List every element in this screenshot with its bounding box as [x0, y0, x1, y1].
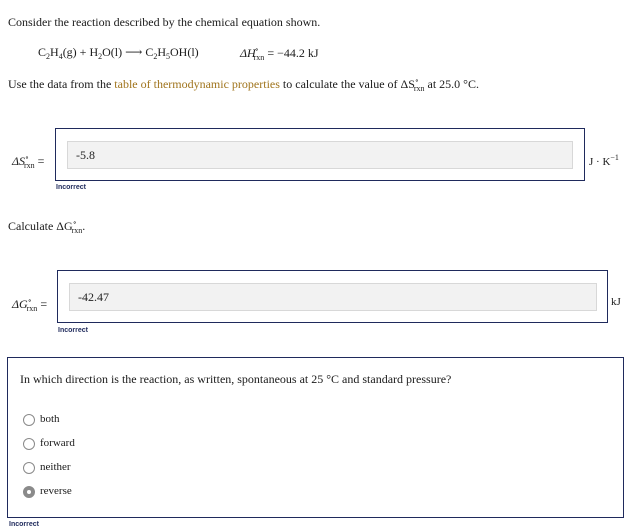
- ds-unit: [589, 153, 619, 168]
- eq-state: (g) + H: [62, 45, 99, 59]
- direction-question-box: [7, 357, 624, 518]
- eq-sub: 5: [166, 52, 171, 61]
- instruction-mid: to calculate the value of ΔS: [279, 77, 415, 91]
- eq-state: O(l): [102, 45, 123, 59]
- eq-state: OH(l): [170, 45, 199, 59]
- eq-sub: 2: [153, 52, 158, 61]
- radio-neither-control[interactable]: [23, 462, 35, 474]
- dg-sub: rxn: [26, 304, 38, 313]
- option-label[interactable]: forward: [40, 437, 75, 449]
- option-label[interactable]: both: [40, 413, 60, 425]
- ds-unit-sup: −1: [610, 153, 619, 162]
- instruction-lead: Use the data from the: [8, 77, 115, 91]
- intro-text: Consider the reaction described by the chemical equation shown.: [8, 15, 321, 29]
- thermo-table-link[interactable]: table of thermodynamic properties: [114, 77, 280, 91]
- dh-sup: ∘: [254, 45, 259, 54]
- dg-input[interactable]: -42.47: [69, 283, 597, 311]
- eq-sub: 4: [58, 52, 63, 61]
- eq-h: H: [50, 45, 59, 59]
- dh-number: = −44.2 kJ: [267, 46, 319, 60]
- dh-symbol: ΔH: [240, 46, 256, 60]
- option-label[interactable]: reverse: [40, 485, 72, 497]
- dg-prompt-sub: rxn: [71, 226, 83, 235]
- option-label[interactable]: neither: [40, 461, 71, 473]
- dg-symbol: ΔG: [12, 297, 28, 311]
- dg-prompt: [8, 218, 85, 235]
- radio-reverse-control[interactable]: [23, 486, 35, 498]
- ds-input[interactable]: -5.8: [67, 141, 573, 169]
- dg-feedback: Incorrect: [58, 327, 88, 334]
- dg-prompt-text: Calculate ΔG: [8, 219, 73, 233]
- eq-c: C: [38, 45, 47, 59]
- dg-unit: kJ: [611, 296, 621, 308]
- ds-sub: rxn: [23, 161, 35, 170]
- chemical-equation: [38, 45, 199, 61]
- dg-label: [12, 296, 47, 313]
- eq-h: H: [157, 45, 167, 59]
- eq-sub: 2: [46, 52, 51, 61]
- instruction-sup: ∘: [414, 76, 419, 85]
- ds-unit-text: J · K: [589, 156, 611, 168]
- instruction-text: [8, 76, 479, 93]
- ds-equals: =: [37, 154, 45, 168]
- ds-symbol: ΔS: [12, 154, 26, 168]
- question-text: In which direction is the reaction, as written, spontaneous at 25 °C and standard pressure?: [20, 372, 452, 386]
- dg-equals: =: [40, 297, 48, 311]
- dg-answer-box: [57, 270, 608, 323]
- radio-both-control[interactable]: [23, 414, 35, 426]
- enthalpy-value: [240, 45, 319, 62]
- ds-label: [12, 153, 44, 170]
- ds-answer-box: [55, 128, 585, 181]
- ds-feedback: Incorrect: [56, 184, 86, 191]
- ds-sup: ∘: [25, 153, 29, 162]
- radio-forward-control[interactable]: [23, 438, 35, 450]
- question-feedback: Incorrect: [9, 521, 39, 528]
- reaction-arrow: ⟶: [125, 45, 143, 59]
- dh-sub: rxn: [253, 53, 265, 62]
- dg-prompt-sup: ∘: [72, 218, 77, 227]
- eq-sub: 2: [98, 52, 103, 61]
- dg-prompt-tail: .: [82, 219, 86, 233]
- instruction-tail: at 25.0 °C.: [424, 77, 479, 91]
- eq-c: C: [145, 45, 154, 59]
- instruction-sub: rxn: [413, 84, 425, 93]
- dg-sup: ∘: [27, 296, 32, 305]
